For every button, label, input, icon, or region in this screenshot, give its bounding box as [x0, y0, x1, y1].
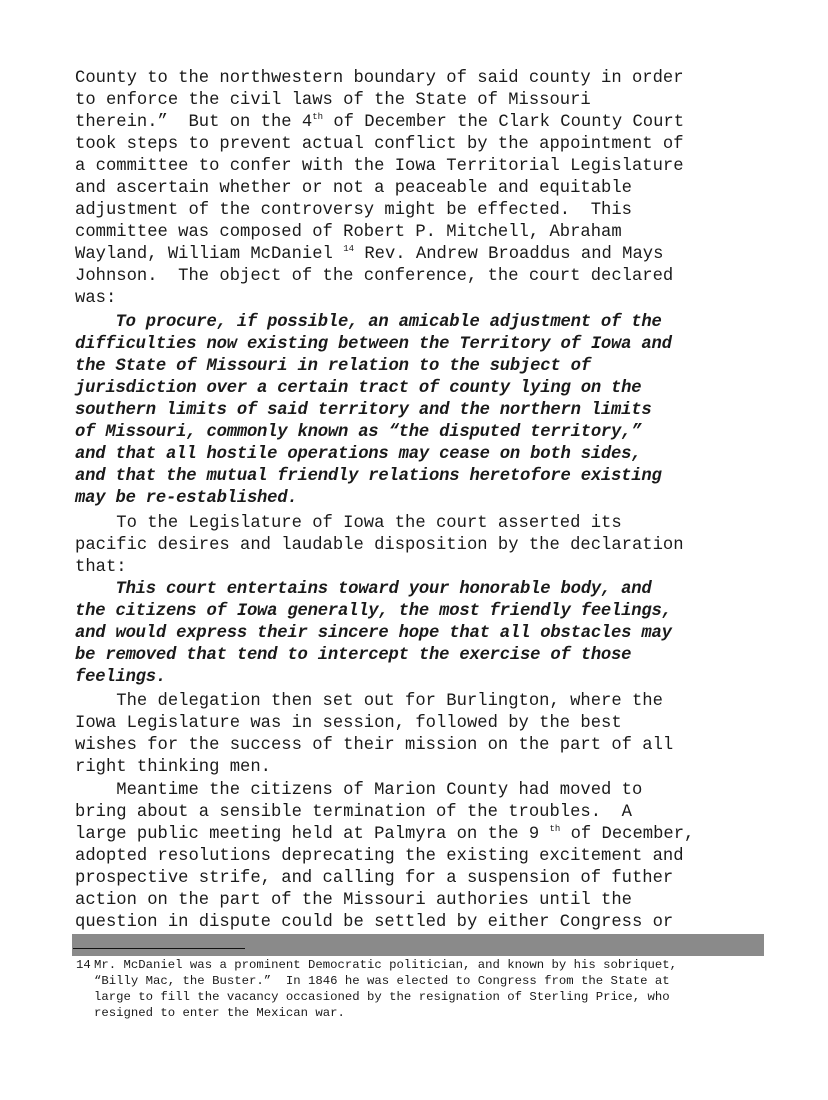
body-line: adjustment of the controversy might be effected. This: [75, 201, 632, 220]
quote-line: the citizens of Iowa generally, the most friendly feelings,: [75, 602, 672, 621]
footnote-number: 14: [76, 958, 91, 972]
body-line: a committee to confer with the Iowa Territorial Legislature: [75, 157, 684, 176]
footnote-line: large to fill the vacancy occasioned by the resignation of Sterling Price, who: [94, 990, 670, 1004]
quote-line: may be re-established.: [75, 489, 298, 508]
body-line: [75, 824, 694, 846]
quote-line: the State of Missouri in relation to the subject of: [75, 357, 591, 376]
body-line: Johnson. The object of the conference, the court declared: [75, 267, 674, 286]
body-text: Wayland, William McDaniel: [75, 245, 333, 264]
body-line: pacific desires and laudable disposition by the declaration: [75, 536, 684, 555]
quote-line: This court entertains toward your honorable body, and: [75, 580, 652, 599]
quote-line: southern limits of said territory and the northern limits: [75, 401, 652, 420]
quote-line: be removed that tend to intercept the exercise of those: [75, 646, 632, 665]
quote-line: jurisdiction over a certain tract of county lying on the: [75, 379, 642, 398]
body-line: adopted resolutions deprecating the existing excitement and: [75, 847, 684, 866]
quote-line: difficulties now existing between the Territory of Iowa and: [75, 335, 672, 354]
body-line: [75, 112, 684, 134]
body-text: of December the Clark County Court: [323, 113, 685, 132]
quote-line: feelings.: [75, 668, 167, 687]
body-line: wishes for the success of their mission on the part of all: [75, 736, 674, 755]
body-line: right thinking men.: [75, 758, 271, 777]
body-line: action on the part of the Missouri authories until the: [75, 891, 632, 910]
body-line: was:: [75, 289, 117, 308]
body-line: Iowa Legislature was in session, followed by the best: [75, 714, 622, 733]
body-line: and ascertain whether or not a peaceable and equitable: [75, 179, 632, 198]
quote-line: and would express their sincere hope that all obstacles may: [75, 624, 672, 643]
body-line: prospective strife, and calling for a suspension of futher: [75, 869, 674, 888]
footnote-line: “Billy Mac, the Buster.” In 1846 he was elected to Congress from the State at: [94, 974, 670, 988]
body-line: bring about a sensible termination of the troubles. A: [75, 803, 632, 822]
quote-line: and that the mutual friendly relations heretofore existing: [75, 467, 662, 486]
footnote-line: Mr. McDaniel was a prominent Democratic politician, and known by his sobriquet,: [94, 958, 677, 972]
body-text: Rev. Andrew Broaddus and Mays: [354, 245, 664, 264]
body-line: question in dispute could be settled by either Congress or: [75, 913, 674, 932]
body-line: Meantime the citizens of Marion County had moved to: [75, 781, 643, 800]
quote-line: of Missouri, commonly known as “the disputed territory,”: [75, 423, 642, 442]
footnote-line: resigned to enter the Mexican war.: [94, 1006, 345, 1020]
footnote-separator: [73, 948, 245, 949]
body-text: large public meeting held at Palmyra on the 9: [75, 825, 540, 844]
superscript-th: th: [549, 824, 561, 834]
superscript-th: th: [312, 112, 324, 122]
body-line: County to the northwestern boundary of said county in order: [75, 69, 684, 88]
body-line: committee was composed of Robert P. Mitchell, Abraham: [75, 223, 622, 242]
scan-shading-band: [72, 934, 764, 956]
body-line: that:: [75, 558, 127, 577]
quote-line: To procure, if possible, an amicable adjustment of the: [75, 313, 662, 332]
quote-line: and that all hostile operations may cease on both sides,: [75, 445, 642, 464]
body-line: The delegation then set out for Burlington, where the: [75, 692, 663, 711]
body-line: To the Legislature of Iowa the court asserted its: [75, 514, 622, 533]
body-line: [75, 244, 663, 266]
footnote-reference: 14: [343, 244, 354, 254]
body-line: took steps to prevent actual conflict by the appointment of: [75, 135, 684, 154]
body-line: to enforce the civil laws of the State of Missouri: [75, 91, 591, 110]
body-text: therein.” But on the 4: [75, 113, 313, 132]
body-text: of December,: [560, 825, 695, 844]
